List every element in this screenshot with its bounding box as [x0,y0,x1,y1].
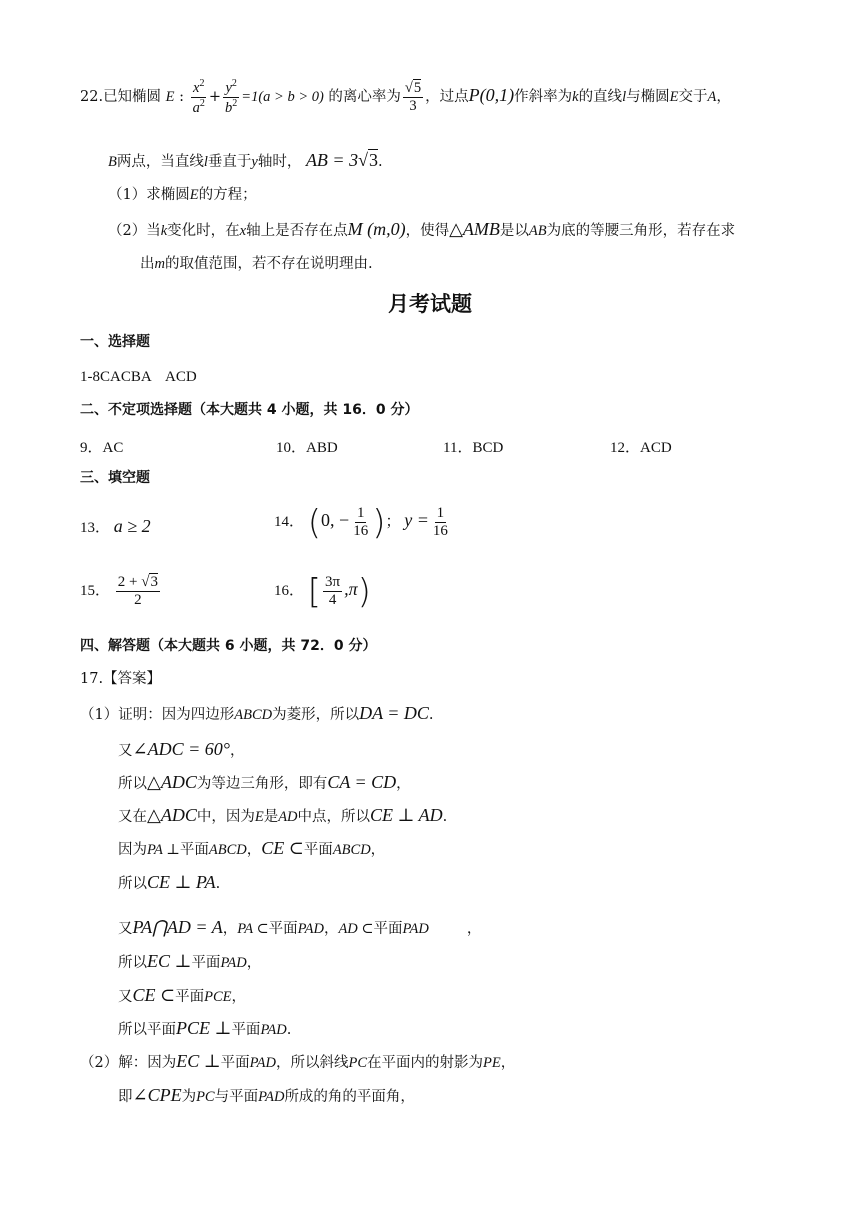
solution-line-12: 即∠CPE为PC与平面PAD所成的角的平面角， [118,1085,415,1105]
q22-number: 22. [80,89,104,105]
q22-line-1: 22.已知椭圆 E : $\frac{x^2}{a^2}$ + $\frac{y^2}{b^2}$ =1(a > b > 0) 的离心率为 $\frac{√5}{3}$ ，过点P(0,1)作斜率为k的直线l与椭圆E交于A， [80,78,731,116]
answer-10: 10．ABD [276,440,338,456]
solution-line-9: 又CE ⊂平面PCE， [118,985,246,1005]
fraction-y2-b2: $\frac{y^2}{b^2}$ [225,78,238,116]
solution-line-10: 所以平面PCE ⊥平面PAD. [118,1018,292,1038]
answer-9: 9．AC [80,440,124,456]
solution-line-1: （1）证明：因为四边形ABCD为菱形，所以DA = DC. [80,703,434,723]
answer-13: 13． a ≥ 2 [80,516,151,536]
section-fill-heading: 三、填空题 [80,470,150,486]
section-choice-heading: 一、选择题 [80,334,150,350]
q22-line-2: B两点，当直线l垂直于y轴时， AB = 3√3. [108,150,383,170]
solution-line-2: 又∠ADC = 60°， [118,739,245,759]
answer-15: 15． $\frac{2 + √3}{2}$ [80,574,158,609]
q22-part-2: （2）当k变化时，在x轴上是否存在点M (m,0)，使得△AMB是以AB为底的等腰三角形，若存在求 [108,219,736,239]
section-solution-heading: 四、解答题（本大题共 6 小题，共 72．0 分） [80,638,377,654]
solution-line-3: 所以△ADC为等边三角形，即有CA = CD， [118,772,411,792]
solution-line-8: 所以EC ⊥平面PAD， [118,951,262,971]
choice-answers: 1-8CACBA ACD [80,369,197,385]
answer-11: 11．BCD [443,440,504,456]
q22-part-1: （1）求椭圆E的方程； [108,187,257,203]
answer-12: 12．ACD [610,440,672,456]
solution-line-5: 因为PA ⊥平面ABCD，CE ⊂平面ABCD， [118,838,386,858]
solution-line-4: 又在△ADC中，因为E是AD中点，所以CE ⊥ AD. [118,805,448,825]
section-multi-choice-heading: 二、不定项选择题（本大题共 4 小题，共 16．0 分） [80,402,419,418]
answer-16: 16． [ $\frac{3\pi}{4}$ ,π) [274,571,371,612]
fraction-x2-a2: $\frac{x^2}{a^2}$ [192,78,205,116]
answer-14: 14． (0, − $\frac{1}{16}$ )； y = $\frac{1}{16}$ [274,502,448,543]
q17-heading: 17.【答案】 [80,671,162,687]
solution-line-7: 又PA⋂AD = A，PA ⊂平面PAD，AD ⊂平面PAD ， [118,917,482,937]
q22-part-2-cont: 出m的取值范围，若不存在说明理由. [140,256,373,272]
eccentricity-fraction: $\frac{√5}{3}$ [404,79,422,114]
solution-line-6: 所以CE ⊥ PA. [118,872,221,892]
solution-line-11: （2）解：因为EC ⊥平面PAD，所以斜线PC在平面内的射影为PE， [80,1051,516,1071]
page-title: 月考试题 [388,292,472,316]
